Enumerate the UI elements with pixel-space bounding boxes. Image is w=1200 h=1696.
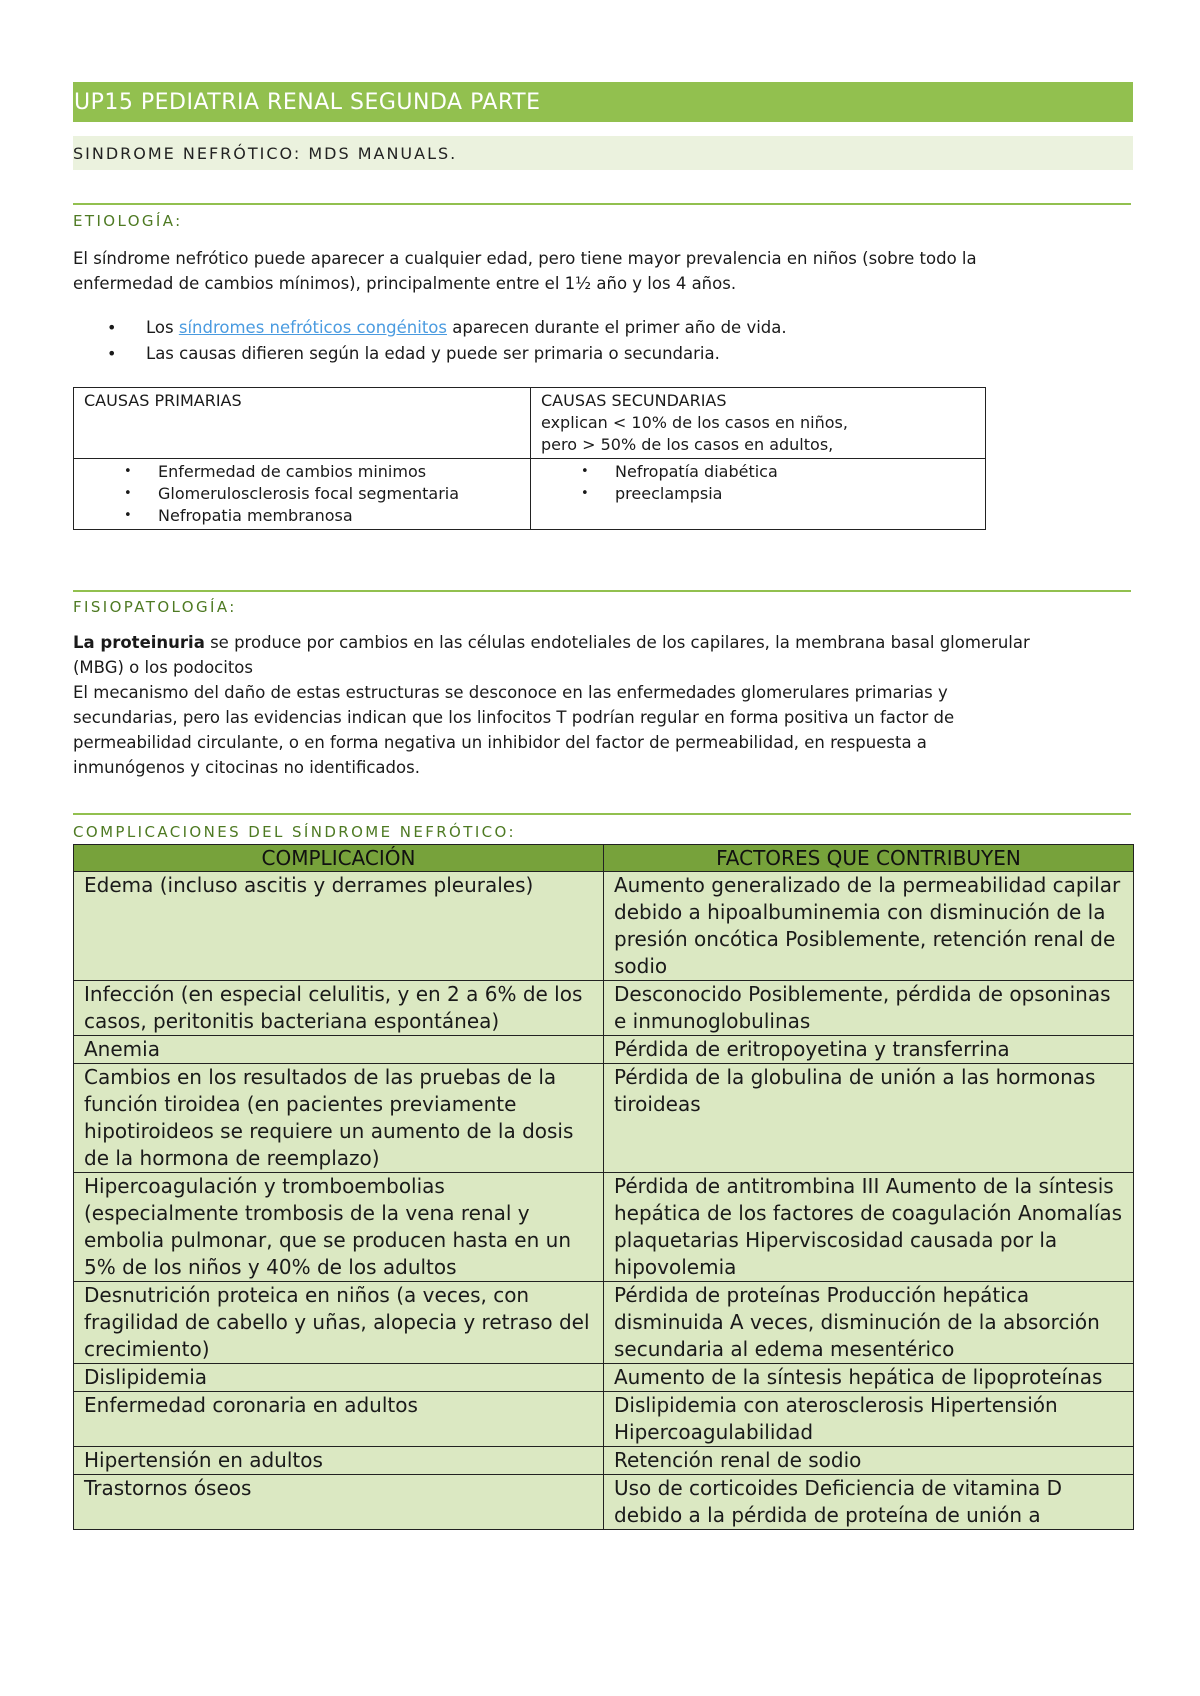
- table-row: [74, 459, 986, 530]
- factor-cell: Aumento de la síntesis hepática de lipoproteínas: [604, 1364, 1134, 1392]
- complication-cell: Dislipidemia: [74, 1364, 604, 1392]
- etiologia-intro-line2: enfermedad de cambios mínimos), principalmente entre el 1½ año y los 4 años.: [73, 274, 737, 293]
- section-divider: [73, 203, 1131, 205]
- complication-cell: Trastornos óseos: [74, 1475, 604, 1530]
- table-row: [74, 1173, 1134, 1282]
- complication-cell: Anemia: [74, 1036, 604, 1064]
- bullet-text: Los: [146, 318, 179, 337]
- table-header-row: [74, 845, 1134, 872]
- table-row: [74, 1036, 1134, 1064]
- complication-cell: Desnutrición proteica en niños (a veces, con fragilidad de cabello y uñas, alopecia y retraso del crecimiento): [74, 1282, 604, 1364]
- etiologia-intro: [73, 246, 1133, 296]
- primary-causes-header: [74, 388, 531, 459]
- secondary-note: explican < 10% de los casos en niños,: [541, 413, 848, 432]
- factor-cell: Pérdida de proteínas Producción hepática disminuida A veces, disminución de la absorción secundaria al edema mesentérico: [604, 1282, 1134, 1364]
- table-row: [74, 1364, 1134, 1392]
- section-divider: [73, 590, 1131, 592]
- complication-cell: Enfermedad coronaria en adultos: [74, 1392, 604, 1447]
- factor-cell: Dislipidemia con aterosclerosis Hipertensión Hipercoagulabilidad: [604, 1392, 1134, 1447]
- secondary-causes-list: [531, 459, 986, 530]
- subtitle-bar: [73, 136, 1133, 170]
- list-item: • Glomerulosclerosis focal segmentaria: [84, 483, 520, 505]
- complication-cell: Edema (incluso ascitis y derrames pleurales): [74, 872, 604, 981]
- list-item: [73, 315, 787, 341]
- list-item: • Nefropatia membranosa: [84, 505, 520, 527]
- fisiopatologia-line: (MBG) o los podocitos: [73, 658, 253, 677]
- fisiopatologia-line: secundarias, pero las evidencias indican que los linfocitos T podrían regular en forma positiva un factor de: [73, 708, 955, 727]
- etiologia-bullets: [73, 315, 787, 367]
- column-header: COMPLICACIÓN: [74, 845, 604, 872]
- table-row: [74, 1447, 1134, 1475]
- document-title: UP15 PEDIATRIA RENAL SEGUNDA PARTE: [74, 89, 541, 115]
- table-row: [74, 388, 986, 459]
- secondary-header-text: CAUSAS SECUNDARIAS: [541, 391, 727, 410]
- table-row: [74, 1282, 1134, 1364]
- table-row: [74, 981, 1134, 1036]
- factor-cell: Pérdida de eritropoyetina y transferrina: [604, 1036, 1134, 1064]
- bold-lead: La proteinuria: [73, 633, 205, 652]
- factor-cell: Pérdida de antitrombina III Aumento de la síntesis hepática de los factores de coagulación Anomalías plaquetarias Hiperviscosidad causada por la hipovolemia: [604, 1173, 1134, 1282]
- table-row: [74, 1392, 1134, 1447]
- congenital-syndromes-link[interactable]: síndromes nefróticos congénitos: [178, 318, 447, 337]
- complication-cell: Cambios en los resultados de las pruebas de la función tiroidea (en pacientes previamente hipotiroideos se requiere un aumento de la dosis de la hormona de reemplazo): [74, 1064, 604, 1173]
- table-row: [74, 1064, 1134, 1173]
- column-header: FACTORES QUE CONTRIBUYEN: [604, 845, 1134, 872]
- causes-table: [73, 387, 986, 530]
- factor-cell: Aumento generalizado de la permeabilidad capilar debido a hipoalbuminemia con disminución de la presión oncótica Posiblemente, retención renal de sodio: [604, 872, 1134, 981]
- fisiopatologia-line: permeabilidad circulante, o en forma negativa un inhibidor del factor de permeabilidad, en respuesta a: [73, 733, 927, 752]
- table-row: [74, 1475, 1134, 1530]
- list-item: • Nefropatía diabética: [541, 461, 975, 483]
- etiologia-intro-line1: El síndrome nefrótico puede aparecer a cualquier edad, pero tiene mayor prevalencia en niños (sobre todo la: [73, 249, 977, 268]
- factor-cell: Retención renal de sodio: [604, 1447, 1134, 1475]
- line-text: se produce por cambios en las células endoteliales de los capilares, la membrana basal glomerular: [204, 633, 1030, 652]
- factor-cell: Pérdida de la globulina de unión a las hormonas tiroideas: [604, 1064, 1134, 1173]
- table-row: [74, 872, 1134, 981]
- section-divider: [73, 813, 1131, 815]
- complication-cell: Hipertensión en adultos: [74, 1447, 604, 1475]
- factor-cell: Desconocido Posiblemente, pérdida de opsoninas e inmunoglobulinas: [604, 981, 1134, 1036]
- primary-header-text: CAUSAS PRIMARIAS: [84, 391, 242, 410]
- complication-cell: Hipercoagulación y tromboembolias (especialmente trombosis de la vena renal y embolia pulmonar, que se producen hasta en un 5% de los niños y 40% de los adultos: [74, 1173, 604, 1282]
- document-title-bar: [73, 82, 1133, 122]
- fisiopatologia-text: [73, 630, 1133, 780]
- secondary-note: pero > 50% de los casos en adultos,: [541, 435, 834, 454]
- list-item: • Las causas difieren según la edad y puede ser primaria o secundaria.: [73, 341, 787, 367]
- list-item: • preeclampsia: [541, 483, 975, 505]
- fisiopatologia-line: inmunógenos y citocinas no identificados.: [73, 758, 420, 777]
- subtitle: SINDROME NEFRÓTICO: MDS MANUALS.: [73, 143, 458, 163]
- complication-cell: Infección (en especial celulitis, y en 2 a 6% de los casos, peritonitis bacteriana espontánea): [74, 981, 604, 1036]
- fisiopatologia-heading: FISIOPATOLOGÍA:: [73, 598, 237, 616]
- fisiopatologia-line: [73, 630, 1133, 655]
- fisiopatologia-line: El mecanismo del daño de estas estructuras se desconoce en las enfermedades glomerulares primarias y: [73, 683, 948, 702]
- secondary-causes-header: [531, 388, 986, 459]
- complicaciones-heading: COMPLICACIONES DEL SÍNDROME NEFRÓTICO:: [73, 823, 516, 841]
- factor-cell: Uso de corticoides Deficiencia de vitamina D debido a la pérdida de proteína de unión a: [604, 1475, 1134, 1530]
- list-item: • Enfermedad de cambios minimos: [84, 461, 520, 483]
- primary-causes-list: [74, 459, 531, 530]
- bullet-text: aparecen durante el primer año de vida.: [447, 318, 787, 337]
- complications-table: [73, 844, 1134, 1530]
- etiologia-heading: ETIOLOGÍA:: [73, 212, 183, 230]
